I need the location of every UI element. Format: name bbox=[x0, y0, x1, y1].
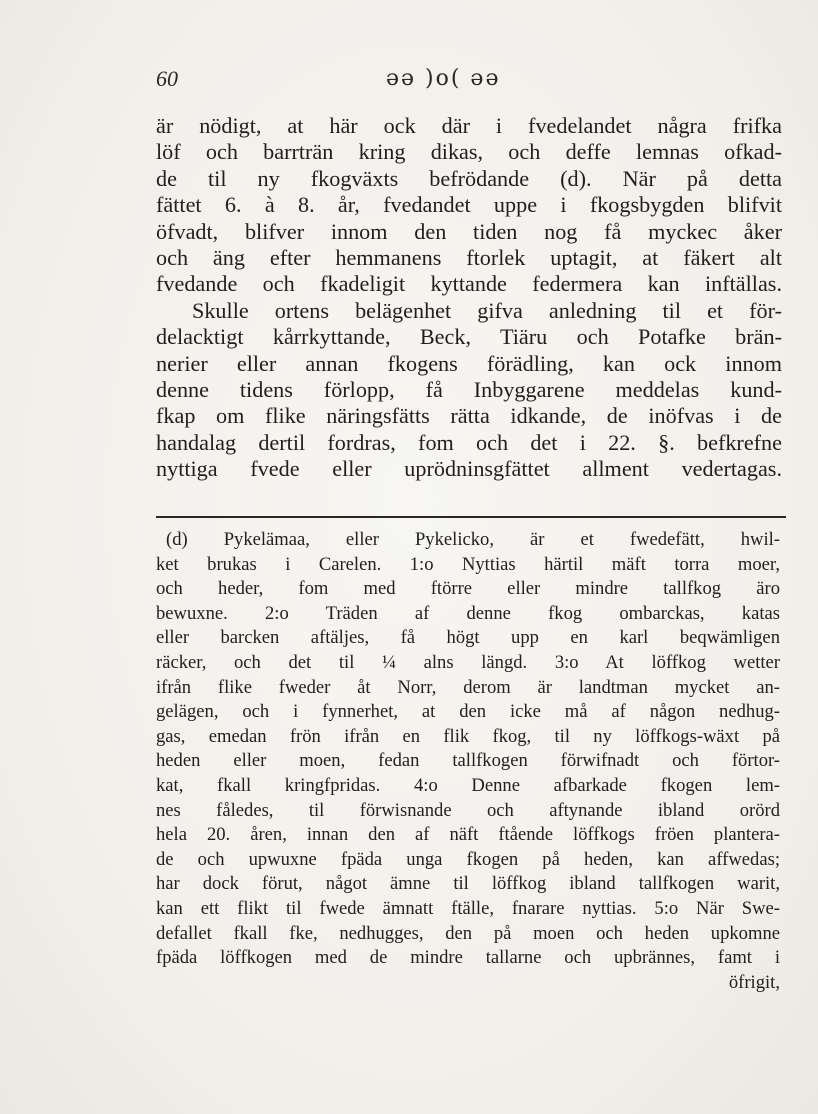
footnote-line: bewuxne. 2:o Träden af denne fkog ombarckas, katas bbox=[156, 602, 780, 624]
footnote-line: och heder, fom med ftörre eller mindre tallfkog äro bbox=[156, 578, 780, 600]
footnote-line: kat, fkall kringfpridas. 4:o Denne afbarkade fkogen lem- bbox=[156, 774, 780, 796]
main-line: delacktigt kårrkyttande, Beck, Tiäru och Potafke brän- bbox=[156, 324, 782, 350]
catchword: öfrigit, bbox=[728, 971, 780, 993]
footnote-line: kan ett flikt til fwede ämnatt ftälle, fnarare nyttias. 5:o När Swe- bbox=[156, 897, 780, 919]
footnote-divider bbox=[156, 516, 786, 518]
header-ornament: ǝǝ )o( ǝǝ bbox=[386, 66, 501, 91]
page-number: 60 bbox=[156, 66, 178, 91]
footnote-line: defallet fkall fke, nedhugges, den på moen och heden upkomne bbox=[156, 922, 780, 944]
footnote-line: fpäda löffkogen med de mindre tallarne och upbrännes, famt i bbox=[156, 947, 780, 969]
main-line: Skulle ortens belägenhet gifva anledning til et för- bbox=[192, 297, 782, 323]
main-line: fkap om flike näringsfätts rätta idkande, de inöfvas i de bbox=[156, 403, 782, 429]
main-line: fättet 6. à 8. år, fvedandet uppe i fkogsbygden blifvit bbox=[156, 192, 782, 218]
main-line: fvedande och fkadeligit kyttande federmera kan inftällas. bbox=[156, 271, 782, 297]
main-line: de til ny fkogväxts befrödande (d). När på detta bbox=[156, 165, 782, 191]
footnote-line: ifrån flike fweder åt Norr, derom är landtman mycket an- bbox=[156, 676, 780, 698]
footnote-line: hela 20. åren, innan den af näft ftående löffkogs fröen plantera- bbox=[156, 824, 780, 846]
main-line: öfvadt, blifver innom den tiden nog få myckec åker bbox=[156, 218, 782, 244]
main-line: nerier eller annan fkogens förädling, kan ock innom bbox=[156, 350, 782, 376]
main-paragraph bbox=[156, 113, 782, 482]
footnote-line: ket brukas i Carelen. 1:o Nyttias härtil mäft torra moer, bbox=[156, 553, 780, 575]
footnote-block bbox=[156, 528, 780, 995]
main-line: nyttiga fvede eller uprödninsgfättet allment vedertagas. bbox=[156, 456, 782, 482]
footnote-line: gelägen, och i fynnerhet, at den icke må af någon nedhug- bbox=[156, 701, 780, 723]
footnote-line: (d) Pykelämaa, eller Pykelicko, är et fwedefätt, hwil- bbox=[166, 529, 780, 550]
page-header bbox=[156, 66, 676, 102]
footnote-line: eller barcken aftäljes, få högt upp en karl beqwämligen bbox=[156, 627, 780, 649]
footnote-line: de och upwuxne fpäda unga fkogen på heden, kan affwedas; bbox=[156, 848, 780, 870]
footnote-line: räcker, och det til ¼ alns längd. 3:o At löffkog wetter bbox=[156, 651, 780, 673]
main-line: handalag dertil fordras, fom och det i 22. §. befkrefne bbox=[156, 429, 782, 455]
footnote-line: heden eller moen, fedan tallfkogen förwifnadt och förtor- bbox=[156, 750, 780, 772]
footnote-line: har dock förut, något ämne til löffkog ibland tallfkogen warit, bbox=[156, 873, 780, 895]
main-line: är nödigt, at här ock där i fvedelandet några frifka bbox=[156, 113, 782, 138]
main-line: och äng efter hemmanens ftorlek uptagit, at fäkert alt bbox=[156, 244, 782, 270]
main-line: denne tidens förlopp, få Inbyggarene meddelas kund- bbox=[156, 376, 782, 402]
main-line: löf och barrträn kring dikas, och deffe lemnas ofkad- bbox=[156, 139, 782, 165]
footnote-line: gas, emedan frön ifrån en flik fkog, til ny löffkogs-wäxt på bbox=[156, 725, 780, 747]
footnote-line: nes fåledes, til förwisnande och aftynande ibland orörd bbox=[156, 799, 780, 821]
